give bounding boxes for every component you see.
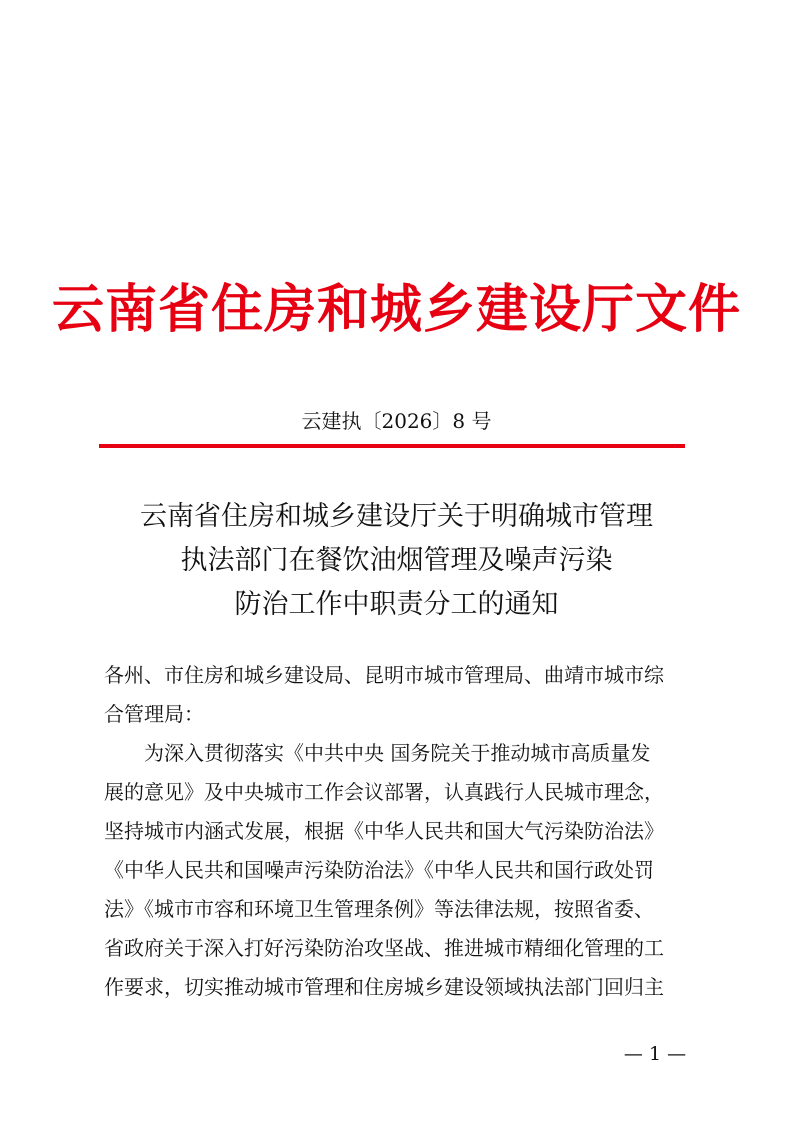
document-body	[104, 656, 690, 1007]
body-line: 展的意见》及中央城市工作会议部署，认真践行人民城市理念，	[104, 780, 664, 804]
page-number: — 1 —	[623, 1043, 687, 1065]
body-line: 为深入贯彻落实《中共中央 国务院关于推动城市高质量发	[104, 741, 651, 765]
document-number: 云建执〔2026〕8 号	[301, 409, 492, 433]
title-line: 防治工作中职责分工的通知	[234, 589, 559, 620]
body-line-addressees: 合管理局：	[104, 702, 204, 726]
body-line: 作要求，切实推动城市管理和住房城乡建设领域执法部门回归主	[104, 975, 664, 999]
body-line-addressees: 各州、市住房和城乡建设局、昆明市城市管理局、曲靖市城市综	[104, 663, 664, 687]
title-line: 执法部门在餐饮油烟管理及噪声污染	[180, 545, 613, 576]
document-title	[60, 495, 733, 627]
body-line: 坚持城市内涵式发展，根据《中华人民共和国大气污染防治法》	[104, 819, 664, 843]
body-line: 法》《城市市容和环境卫生管理条例》等法律法规，按照省委、	[104, 897, 654, 921]
issuing-authority-header: 云南省住房和城乡建设厅文件	[51, 280, 741, 340]
title-line: 云南省住房和城乡建设厅关于明确城市管理	[140, 501, 653, 532]
body-line: 省政府关于深入打好污染防治攻坚战、推进城市精细化管理的工	[104, 936, 664, 960]
body-line: 《中华人民共和国噪声污染防治法》《中华人民共和国行政处罚	[104, 858, 654, 882]
red-separator-line	[99, 444, 685, 448]
